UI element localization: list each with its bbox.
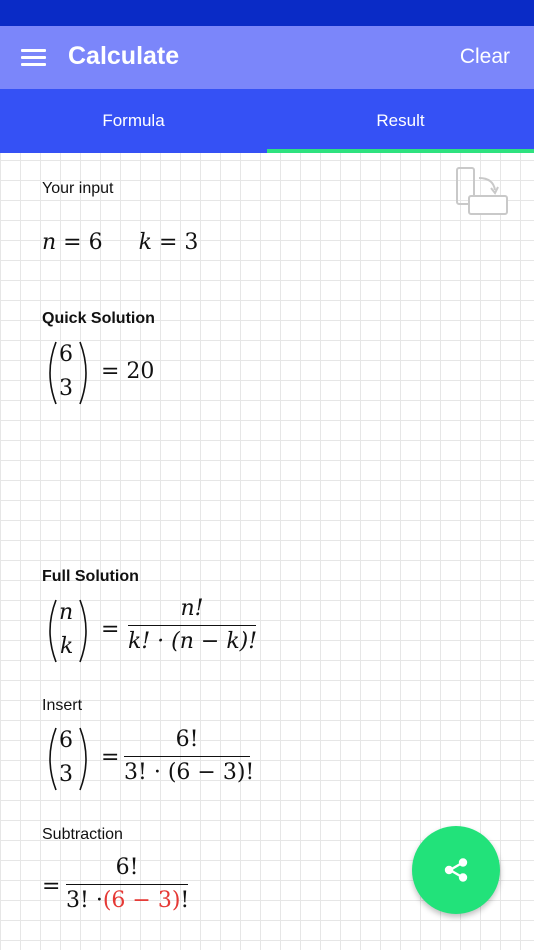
subtraction-denominator <box>66 888 188 913</box>
full-numerator: n! <box>180 596 204 621</box>
quick-binom-bottom: 3 <box>59 376 73 401</box>
share-button[interactable] <box>412 826 500 914</box>
full-fraction-bar <box>128 625 256 626</box>
tab-result-label: Result <box>376 111 425 130</box>
tab-formula-label: Formula <box>102 111 165 130</box>
subtraction-label: Subtraction <box>42 826 123 843</box>
your-input-label: Your input <box>42 180 114 197</box>
app-bar <box>0 26 534 89</box>
full-binom-top <box>59 600 73 625</box>
n-variable: n <box>42 230 57 255</box>
insert-denominator: 3! · (6 − 3)! <box>124 760 255 785</box>
full-binom-bottom <box>60 634 73 659</box>
tab-bar <box>0 89 534 153</box>
insert-equals: = <box>101 745 120 770</box>
full-fraction <box>128 596 256 654</box>
clear-button[interactable]: Clear <box>459 45 510 68</box>
full-solution-heading: Full Solution <box>42 568 139 585</box>
insert-binom-bottom: 3 <box>59 762 73 787</box>
rotate-device-icon[interactable] <box>455 166 511 218</box>
insert-label: Insert <box>42 697 83 714</box>
quick-result: = 20 <box>101 359 155 384</box>
k-value: = 3 <box>158 230 199 255</box>
insert-numerator: 6! <box>175 727 199 752</box>
insert-fraction-bar <box>124 756 250 757</box>
app-title: Calculate <box>68 42 180 70</box>
n-value: = 6 <box>63 230 103 255</box>
subtraction-fraction <box>66 855 188 913</box>
insert-fraction <box>124 727 255 785</box>
tab-formula[interactable] <box>0 89 267 153</box>
quick-solution-heading: Quick Solution <box>42 310 155 327</box>
active-tab-indicator <box>267 149 534 153</box>
share-icon <box>441 855 471 885</box>
subtraction-highlight: (6 − 3) <box>102 888 181 913</box>
subtraction-denominator-suffix: ! <box>180 888 190 913</box>
hamburger-menu-icon[interactable] <box>21 49 46 67</box>
input-values <box>42 230 198 255</box>
subtraction-fraction-bar <box>66 884 188 885</box>
subtraction-numerator: 6! <box>115 855 139 880</box>
status-bar <box>0 0 534 26</box>
full-denominator: k! · (n − k)! <box>128 629 258 654</box>
subtraction-denominator-prefix: 3! · <box>66 888 103 913</box>
subtraction-equals: = <box>42 874 61 899</box>
tab-result[interactable] <box>267 89 534 153</box>
full-binom-bottom-text: k <box>60 634 74 659</box>
k-variable: k <box>138 230 152 255</box>
quick-binom-top: 6 <box>59 342 73 367</box>
insert-binom-top: 6 <box>59 728 73 753</box>
full-equals: = <box>101 617 120 642</box>
full-binom-top-text: n <box>59 600 74 625</box>
